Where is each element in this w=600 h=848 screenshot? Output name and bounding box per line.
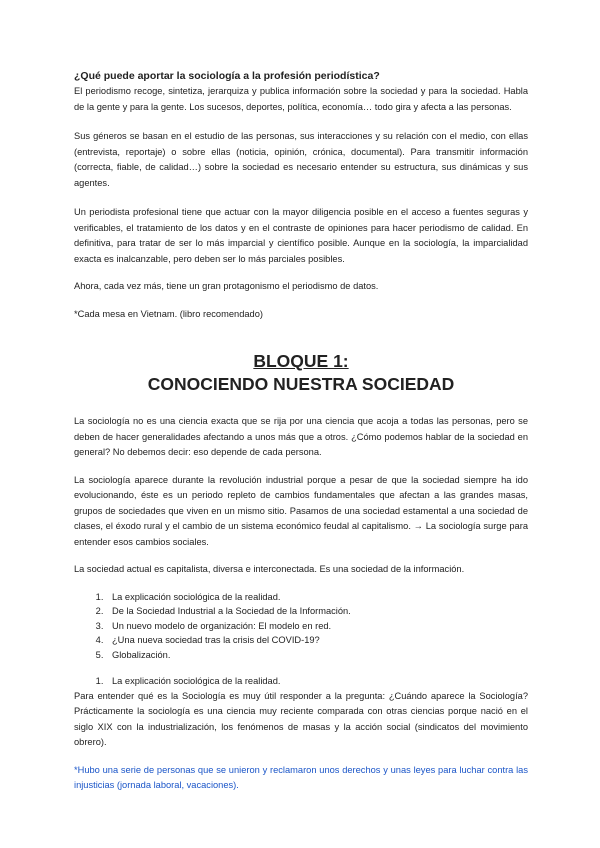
bloque-title: BLOQUE 1: [253,351,349,371]
bloque-paragraph-1: La sociología no es una ciencia exacta que se rija por una ciencia que acoja a todas las personas, pero se deben de hacer generalidades afectando a unos más que a otros. ¿Cómo podemos hablar de la sociedad en general? No debemos decir: eso depende de cada persona. [74,416,528,457]
document-page [74,70,528,794]
intro-paragraph-1: El periodismo recoge, sintetiza, jerarquiza y publica información sobre la sociedad y para la sociedad. Habla de la gente y para la gente. Los sucesos, deportes, política, economía… todo gira y afecta a las personas. [74,86,528,112]
bloque-paragraph-2: La sociología aparece durante la revolución industrial porque a pesar de que la sociedad siempre ha ido evolucionando, éste es un periodo repleto de cambios fundamentales que afectan a las grandes masas, grupos de sociedades que viven en un mismo sitio. Pasamos de una sociedad estamental a una sociedad de clases, el éxodo rural y el cambio de un sistema económico feudal al capitalismo. → La sociología surge para entender esos cambios sociales. [74,474,528,547]
list-item: 5. Globalización. [106,648,528,663]
blue-note: *Hubo una serie de personas que se unieron y reclamaron unos derechos y unas leyes para luchar contra las injusticias (jornada laboral, vacaciones). [74,764,528,790]
bloque-subtitle: CONOCIENDO NUESTRA SOCIEDAD [147,374,455,394]
list-item: 2. De la Sociedad Industrial a la Sociedad de la Información. [106,604,528,619]
book-recommendation: *Cada mesa en Vietnam. (libro recomendado) [74,308,263,319]
sociology-origin-paragraph: Para entender qué es la Sociología es muy útil responder a la pregunta: ¿Cuándo aparece la Sociología? Prácticamente la sociología es una ciencia muy reciente comparada con otras ciencias porque nació en el siglo XIX con la industrialización, los fenómenos de masas y la acción social (sindicatos del movimiento obrero). [74,690,528,747]
list-item: 4. ¿Una nueva sociedad tras la crisis del COVID-19? [106,633,528,648]
list-item: 1. La explicación sociológica de la realidad. [106,590,528,605]
bloque-paragraph-3: La sociedad actual es capitalista, diversa e interconectada. Es una sociedad de la información. [74,564,465,574]
intro-paragraph-3: Un periodista profesional tiene que actuar con la mayor diligencia posible en el acceso a fuentes seguras y verificables, el tratamiento de los datos y en el contraste de opiniones para hacer periodismo de calidad. En definitiva, para tratar de ser lo más imparcial y científico posible. Aunque en la sociología, la imparcialidad exacta es inalcanzable, pero deben ser lo más parciales posibles. [74,207,528,264]
topics-list [74,590,528,663]
intro-paragraph-2: Sus géneros se basan en el estudio de las personas, sus interacciones y su relación con el medio, con ellas (entrevista, reportaje) o sobre ellas (noticia, opinión, crónica, documental). Para transmitir información (correcta, fiable, de calidad…) sobre la sociedad es necesario entender su estructura, sus dinámicas y sus agentes. [74,131,528,188]
intro-paragraph-4: Ahora, cada vez más, tiene un gran protagonismo el periodismo de datos. [74,281,379,291]
section-question: ¿Qué puede aportar la sociología a la profesión periodística? [74,70,380,82]
list-item: 1. La explicación sociológica de la realidad. [106,674,528,689]
list-item: 3. Un nuevo modelo de organización: El modelo en red. [106,619,528,634]
topic-heading-list [74,674,528,689]
